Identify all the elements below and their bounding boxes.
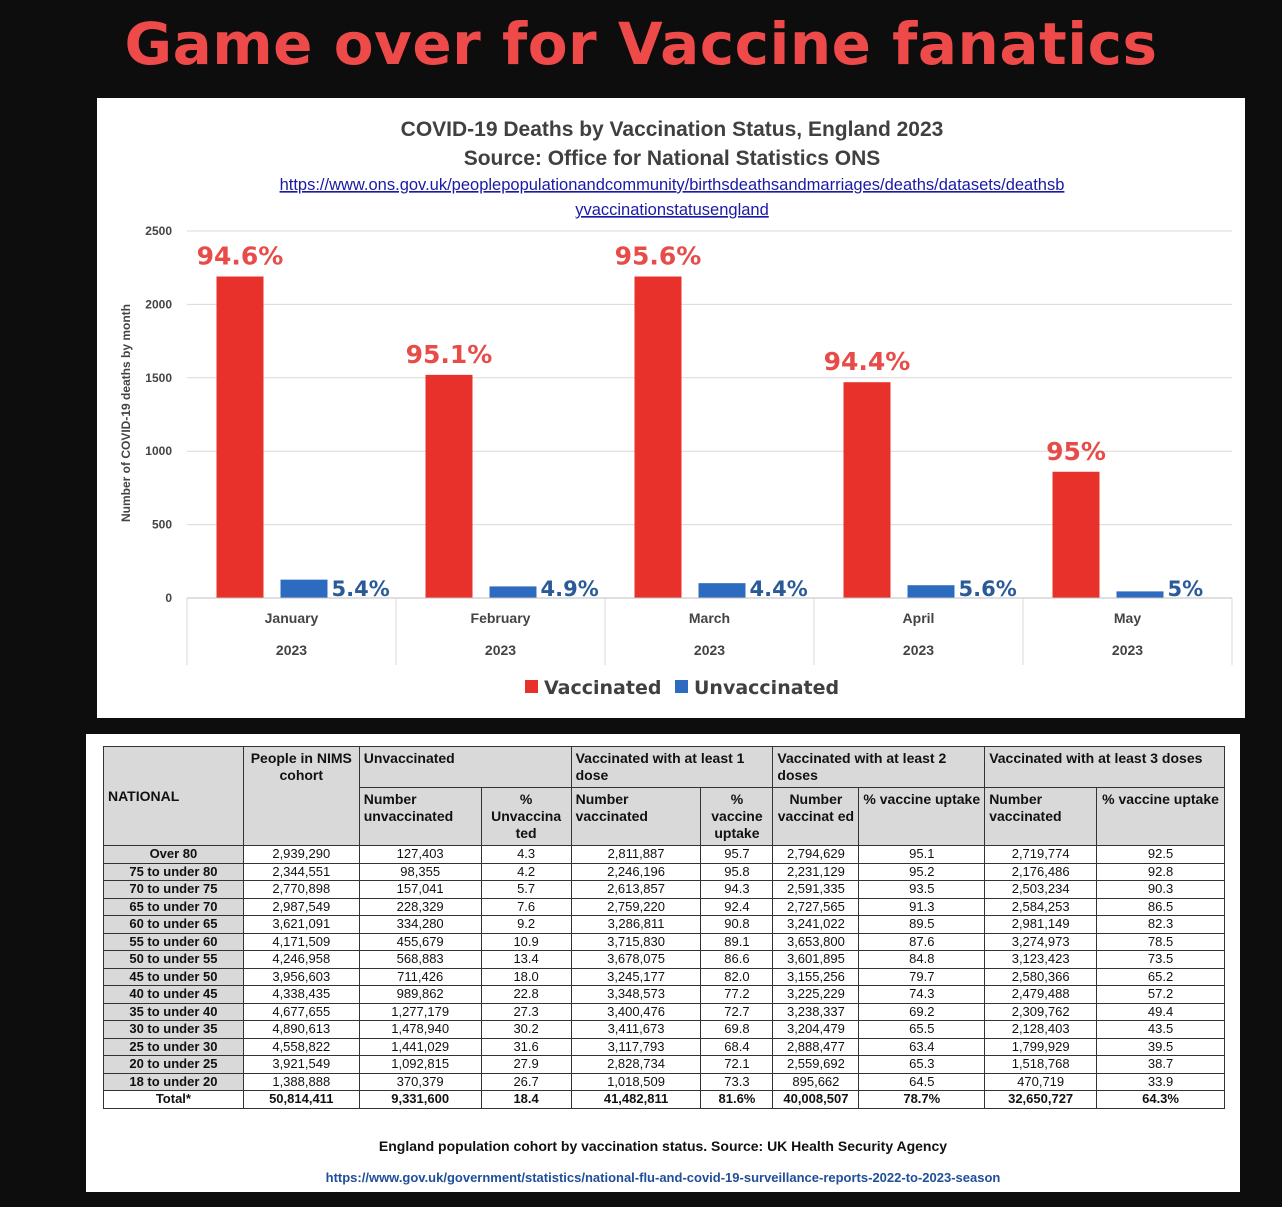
table-cell: 2,828,734 xyxy=(571,1056,701,1074)
table-cell: 3,601,895 xyxy=(773,951,859,969)
table-cell: 82.3 xyxy=(1097,916,1225,934)
table-cell: 2,794,629 xyxy=(773,846,859,864)
table-cell: 30.2 xyxy=(481,1021,571,1039)
table-cell: 82.0 xyxy=(701,968,773,986)
y-tick-label: 1000 xyxy=(145,444,172,459)
age-group-cell: 35 to under 40 xyxy=(104,1003,244,1021)
header-number-vaccinated-1: Number vaccinated xyxy=(571,788,701,846)
age-group-cell: 18 to under 20 xyxy=(104,1073,244,1091)
table-cell: 3,225,229 xyxy=(773,986,859,1004)
table-cell: 3,411,673 xyxy=(571,1021,701,1039)
table-cell: 69.2 xyxy=(859,1003,985,1021)
table-cell: 4,171,509 xyxy=(243,933,359,951)
data-label-unvaccinated: 4.4% xyxy=(749,577,808,601)
table-cell: 7.6 xyxy=(481,898,571,916)
table-cell: 90.3 xyxy=(1097,881,1225,899)
table-cell: 1,518,768 xyxy=(985,1056,1097,1074)
table-cell: 1,388,888 xyxy=(243,1073,359,1091)
table-cell: 87.6 xyxy=(859,933,985,951)
x-tick-label: March xyxy=(688,610,731,626)
table-cell: 18.0 xyxy=(481,968,571,986)
table-cell: 64.5 xyxy=(859,1073,985,1091)
y-tick-label: 500 xyxy=(151,517,172,532)
table-cell: 72.7 xyxy=(701,1003,773,1021)
table-cell: 98,355 xyxy=(359,863,481,881)
table-cell: 49.4 xyxy=(1097,1003,1225,1021)
data-label-vaccinated: 95.6% xyxy=(614,241,702,271)
table-cell: 3,400,476 xyxy=(571,1003,701,1021)
table-row xyxy=(104,846,1225,864)
table-cell: 3,241,022 xyxy=(773,916,859,934)
table-cell: 22.8 xyxy=(481,986,571,1004)
headline: Game over for Vaccine fanatics xyxy=(124,10,1158,78)
table-cell: 57.2 xyxy=(1097,986,1225,1004)
table-cell: 3,123,423 xyxy=(985,951,1097,969)
table-cell: 2,759,220 xyxy=(571,898,701,916)
table-cell: 89.1 xyxy=(701,933,773,951)
table-cell: 4,890,613 xyxy=(243,1021,359,1039)
age-group-cell: 25 to under 30 xyxy=(104,1038,244,1056)
x-tick-year-label: 2023 xyxy=(484,642,517,658)
table-cell: 127,403 xyxy=(359,846,481,864)
age-group-cell: 40 to under 45 xyxy=(104,986,244,1004)
table-cell: 3,678,075 xyxy=(571,951,701,969)
table-cell: 78.5 xyxy=(1097,933,1225,951)
table-cell: 5.7 xyxy=(481,881,571,899)
table-cell: 3,653,800 xyxy=(773,933,859,951)
table-cell: 4,246,958 xyxy=(243,951,359,969)
header-unvaccinated: Unvaccinated xyxy=(359,747,571,788)
table-source-caption: England population cohort by vaccination status. Source: UK Health Security Agency xyxy=(378,1138,948,1154)
table-cell: 2,231,129 xyxy=(773,863,859,881)
table-cell: 18.4 xyxy=(481,1091,571,1109)
table-cell: 72.1 xyxy=(701,1056,773,1074)
table-cell: 3,348,573 xyxy=(571,986,701,1004)
table-cell: 2,503,234 xyxy=(985,881,1097,899)
table-cell: 9.2 xyxy=(481,916,571,934)
table-row xyxy=(104,933,1225,951)
table-cell: 65.3 xyxy=(859,1056,985,1074)
age-group-cell: 30 to under 35 xyxy=(104,1021,244,1039)
table-cell: 1,478,940 xyxy=(359,1021,481,1039)
table-cell: 4.2 xyxy=(481,863,571,881)
header-dose-2: Vaccinated with at least 2 doses xyxy=(773,747,985,788)
table-cell: 39.5 xyxy=(1097,1038,1225,1056)
table-cell: 2,987,549 xyxy=(243,898,359,916)
table-cell: 64.3% xyxy=(1097,1091,1225,1109)
table-cell: 3,274,973 xyxy=(985,933,1097,951)
table-cell: 4.3 xyxy=(481,846,571,864)
chart-subtitle: Source: Office for National Statistics ONS xyxy=(463,147,881,170)
age-group-cell: 45 to under 50 xyxy=(104,968,244,986)
chart-title: COVID-19 Deaths by Vaccination Status, England 2023 xyxy=(400,118,944,141)
table-cell: 3,245,177 xyxy=(571,968,701,986)
table-cell: 2,309,762 xyxy=(985,1003,1097,1021)
table-cell: 157,041 xyxy=(359,881,481,899)
table-cell: 73.5 xyxy=(1097,951,1225,969)
table-cell: 95.7 xyxy=(701,846,773,864)
age-group-cell: 75 to under 80 xyxy=(104,863,244,881)
bar-unvaccinated-may xyxy=(1117,591,1164,598)
data-label-unvaccinated: 4.9% xyxy=(540,577,599,601)
table-row xyxy=(104,863,1225,881)
header-number-vaccinated-3: Number vaccinated xyxy=(985,788,1097,846)
table-row xyxy=(104,1021,1225,1039)
table-cell: 9,331,600 xyxy=(359,1091,481,1109)
table-cell: 95.1 xyxy=(859,846,985,864)
bar-vaccinated-april xyxy=(844,382,891,598)
x-tick-label: February xyxy=(470,610,531,626)
data-label-unvaccinated: 5.4% xyxy=(331,577,390,601)
y-tick-label: 1500 xyxy=(145,370,172,385)
bar-unvaccinated-february xyxy=(490,586,537,598)
table-row xyxy=(104,951,1225,969)
header-uptake-3: % vaccine uptake xyxy=(1097,788,1225,846)
legend-swatch-unvaccinated xyxy=(675,680,688,693)
table-cell: 4,558,822 xyxy=(243,1038,359,1056)
table-cell: 4,338,435 xyxy=(243,986,359,1004)
table-row xyxy=(104,1003,1225,1021)
table-cell: 2,591,335 xyxy=(773,881,859,899)
table-cell: 86.5 xyxy=(1097,898,1225,916)
table-cell: 81.6% xyxy=(701,1091,773,1109)
table-cell: 2,559,692 xyxy=(773,1056,859,1074)
table-cell: 1,092,815 xyxy=(359,1056,481,1074)
header-dose-1: Vaccinated with at least 1 dose xyxy=(571,747,773,788)
table-cell: 3,621,091 xyxy=(243,916,359,934)
table-cell: 1,441,029 xyxy=(359,1038,481,1056)
table-cell: 91.3 xyxy=(859,898,985,916)
header-number-vaccinated-2: Number vaccinat ed xyxy=(773,788,859,846)
age-group-cell: 60 to under 65 xyxy=(104,916,244,934)
table-cell: 40,008,507 xyxy=(773,1091,859,1109)
legend-label-unvaccinated: Unvaccinated xyxy=(694,677,840,699)
x-tick-year-label: 2023 xyxy=(693,642,726,658)
table-cell: 79.7 xyxy=(859,968,985,986)
bar-vaccinated-february xyxy=(426,375,473,598)
table-cell: 3,921,549 xyxy=(243,1056,359,1074)
table-cell: 33.9 xyxy=(1097,1073,1225,1091)
table-cell: 2,770,898 xyxy=(243,881,359,899)
table-cell: 69.8 xyxy=(701,1021,773,1039)
x-tick-label: May xyxy=(1113,610,1142,626)
y-axis-label: Number of COVID-19 deaths by month xyxy=(119,303,133,523)
table-cell: 93.5 xyxy=(859,881,985,899)
table-cell: 65.5 xyxy=(859,1021,985,1039)
table-cell: 4,677,655 xyxy=(243,1003,359,1021)
table-cell: 3,715,830 xyxy=(571,933,701,951)
table-cell: 89.5 xyxy=(859,916,985,934)
table-cell: 2,584,253 xyxy=(985,898,1097,916)
table-cell: 228,329 xyxy=(359,898,481,916)
table-cell: 31.6 xyxy=(481,1038,571,1056)
table-cell: 1,018,509 xyxy=(571,1073,701,1091)
header-percent-unvaccinated: % Unvaccina ted xyxy=(481,788,571,846)
table-cell: 2,981,149 xyxy=(985,916,1097,934)
table-cell: 77.2 xyxy=(701,986,773,1004)
table-cell: 3,204,479 xyxy=(773,1021,859,1039)
table-cell: 2,344,551 xyxy=(243,863,359,881)
table-cell: 470,719 xyxy=(985,1073,1097,1091)
table-cell: 13.4 xyxy=(481,951,571,969)
table-cell: 3,117,793 xyxy=(571,1038,701,1056)
source-link-line2[interactable]: yvaccinationstatusengland xyxy=(575,201,769,219)
table-cell: 2,246,196 xyxy=(571,863,701,881)
table-cell: 95.2 xyxy=(859,863,985,881)
table-cell: 78.7% xyxy=(859,1091,985,1109)
table-cell: 32,650,727 xyxy=(985,1091,1097,1109)
table-cell: 74.3 xyxy=(859,986,985,1004)
table-cell: 3,956,603 xyxy=(243,968,359,986)
table-cell: 2,176,486 xyxy=(985,863,1097,881)
table-cell: 43.5 xyxy=(1097,1021,1225,1039)
data-label-vaccinated: 94.6% xyxy=(196,241,284,271)
x-tick-year-label: 2023 xyxy=(902,642,935,658)
table-cell: 334,280 xyxy=(359,916,481,934)
table-card xyxy=(86,734,1240,1192)
header-people-in-nims: People in NIMS cohort xyxy=(243,747,359,846)
data-label-vaccinated: 94.4% xyxy=(823,347,911,377)
table-cell: 84.8 xyxy=(859,951,985,969)
y-tick-label: 0 xyxy=(165,591,172,605)
table-cell: 455,679 xyxy=(359,933,481,951)
data-label-vaccinated: 95.1% xyxy=(405,339,493,369)
x-tick-year-label: 2023 xyxy=(1111,642,1144,658)
header-national: NATIONAL xyxy=(104,747,244,846)
table-total-row xyxy=(104,1091,1225,1109)
legend-label-vaccinated: Vaccinated xyxy=(544,677,662,699)
bar-vaccinated-march xyxy=(635,277,682,598)
table-cell: 1,277,179 xyxy=(359,1003,481,1021)
table-cell: 50,814,411 xyxy=(243,1091,359,1109)
table-cell: 711,426 xyxy=(359,968,481,986)
age-group-cell: Total* xyxy=(104,1091,244,1109)
table-cell: 1,799,929 xyxy=(985,1038,1097,1056)
table-cell: 2,811,887 xyxy=(571,846,701,864)
table-cell: 2,939,290 xyxy=(243,846,359,864)
age-group-cell: 50 to under 55 xyxy=(104,951,244,969)
age-group-cell: 20 to under 25 xyxy=(104,1056,244,1074)
age-group-cell: Over 80 xyxy=(104,846,244,864)
table-cell: 92.8 xyxy=(1097,863,1225,881)
header-uptake-2: % vaccine uptake xyxy=(859,788,985,846)
table-cell: 10.9 xyxy=(481,933,571,951)
chart-card xyxy=(97,98,1245,718)
y-tick-label: 2500 xyxy=(145,224,172,238)
table-cell: 27.3 xyxy=(481,1003,571,1021)
table-cell: 3,238,337 xyxy=(773,1003,859,1021)
table-cell: 27.9 xyxy=(481,1056,571,1074)
table-cell: 92.5 xyxy=(1097,846,1225,864)
table-cell: 2,613,857 xyxy=(571,881,701,899)
source-link-line1[interactable]: https://www.ons.gov.uk/peoplepopulationandcommunity/birthsdeathsandmarriages/deaths/datasets/deathsb xyxy=(279,176,1065,194)
table-cell: 92.4 xyxy=(701,898,773,916)
table-cell: 86.6 xyxy=(701,951,773,969)
table-cell: 73.3 xyxy=(701,1073,773,1091)
table-row xyxy=(104,1038,1225,1056)
table-cell: 3,155,256 xyxy=(773,968,859,986)
age-group-cell: 65 to under 70 xyxy=(104,898,244,916)
table-row xyxy=(104,898,1225,916)
table-cell: 3,286,811 xyxy=(571,916,701,934)
age-group-cell: 70 to under 75 xyxy=(104,881,244,899)
table-row xyxy=(104,986,1225,1004)
header-uptake-1: % vaccine uptake xyxy=(701,788,773,846)
bar-vaccinated-january xyxy=(217,277,264,598)
age-group-cell: 55 to under 60 xyxy=(104,933,244,951)
table-cell: 41,482,811 xyxy=(571,1091,701,1109)
table-cell: 95.8 xyxy=(701,863,773,881)
table-cell: 989,862 xyxy=(359,986,481,1004)
table-cell: 2,719,774 xyxy=(985,846,1097,864)
x-tick-label: April xyxy=(902,610,935,626)
table-cell: 2,580,366 xyxy=(985,968,1097,986)
table-cell: 2,888,477 xyxy=(773,1038,859,1056)
table-cell: 90.8 xyxy=(701,916,773,934)
table-cell: 370,379 xyxy=(359,1073,481,1091)
bar-chart xyxy=(97,98,1245,718)
data-label-vaccinated: 95% xyxy=(1046,436,1106,466)
table-cell: 2,479,488 xyxy=(985,986,1097,1004)
table-cell: 68.4 xyxy=(701,1038,773,1056)
bar-unvaccinated-march xyxy=(699,583,746,598)
table-row xyxy=(104,881,1225,899)
table-source-link[interactable]: https://www.gov.uk/government/statistics/national-flu-and-covid-19-surveillance-reports-2022-to-2023-season xyxy=(325,1170,1001,1185)
header-number-unvaccinated: Number unvaccinated xyxy=(359,788,481,846)
x-tick-label: January xyxy=(264,610,319,626)
table-cell: 2,727,565 xyxy=(773,898,859,916)
bar-unvaccinated-april xyxy=(908,585,955,598)
table-cell: 26.7 xyxy=(481,1073,571,1091)
table-cell: 895,662 xyxy=(773,1073,859,1091)
header-dose-3: Vaccinated with at least 3 doses xyxy=(985,747,1225,788)
table-row xyxy=(104,1073,1225,1091)
y-tick-label: 2000 xyxy=(145,297,172,312)
bar-unvaccinated-january xyxy=(281,580,328,598)
x-tick-year-label: 2023 xyxy=(275,642,308,658)
cohort-table xyxy=(103,746,1225,1109)
bar-vaccinated-may xyxy=(1053,472,1100,598)
table-row xyxy=(104,1056,1225,1074)
table-cell: 568,883 xyxy=(359,951,481,969)
table-cell: 65.2 xyxy=(1097,968,1225,986)
table-cell: 38.7 xyxy=(1097,1056,1225,1074)
data-label-unvaccinated: 5.6% xyxy=(958,577,1017,601)
table-row xyxy=(104,916,1225,934)
data-label-unvaccinated: 5% xyxy=(1167,577,1204,601)
table-cell: 94.3 xyxy=(701,881,773,899)
table-cell: 2,128,403 xyxy=(985,1021,1097,1039)
table-row xyxy=(104,968,1225,986)
legend-swatch-vaccinated xyxy=(525,680,538,693)
table-cell: 63.4 xyxy=(859,1038,985,1056)
